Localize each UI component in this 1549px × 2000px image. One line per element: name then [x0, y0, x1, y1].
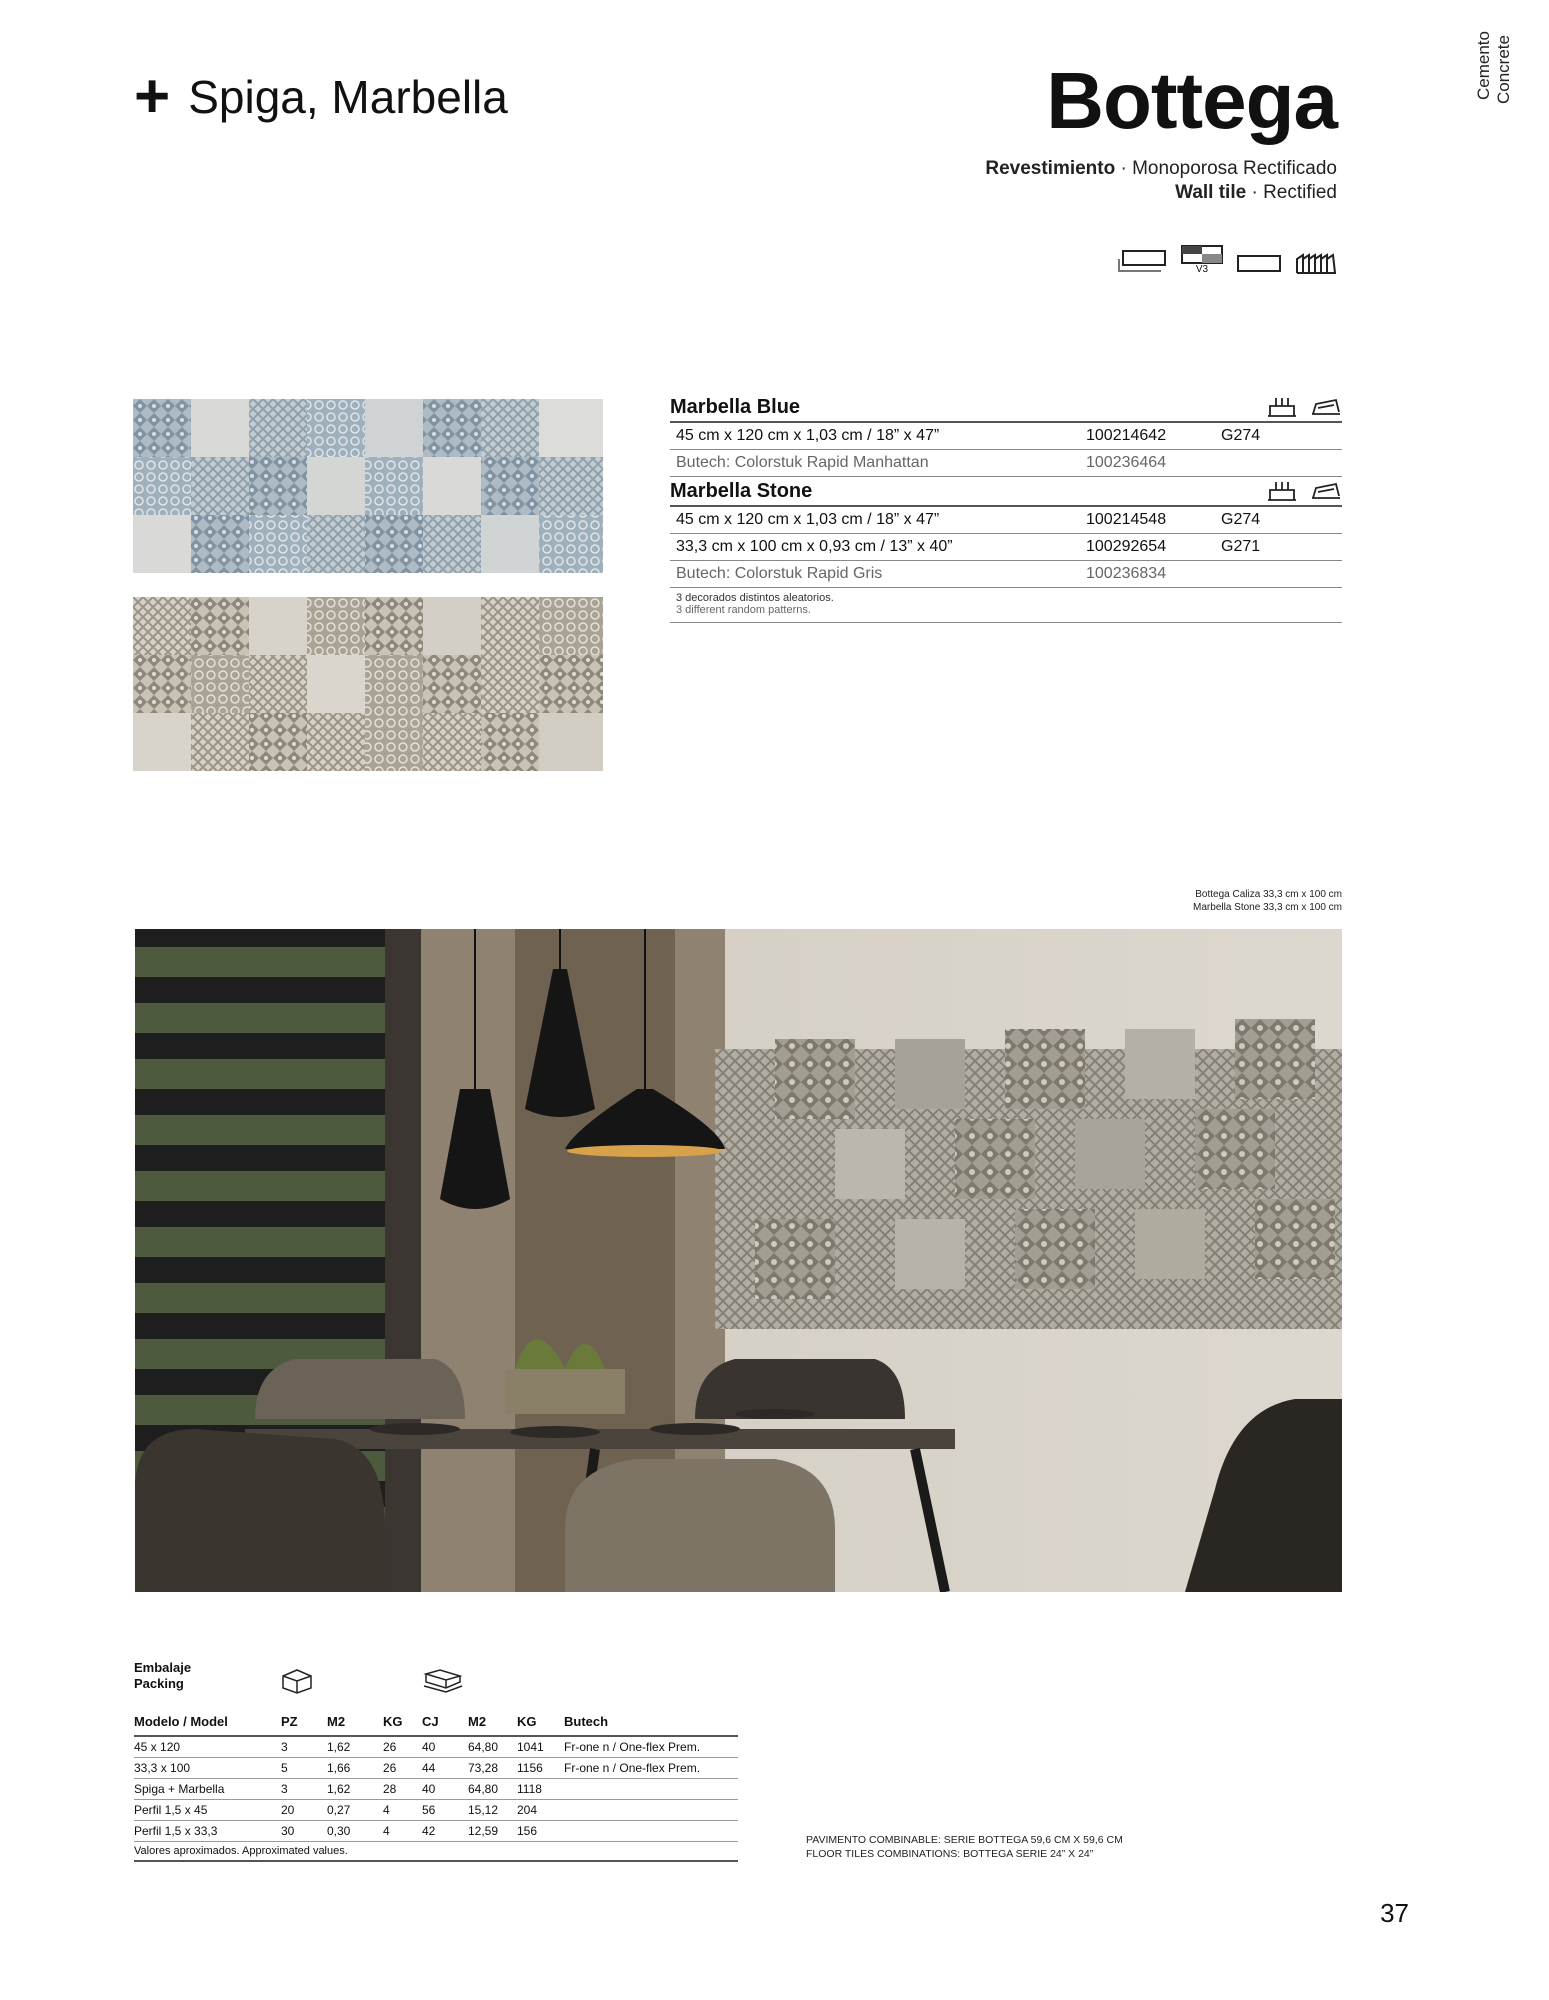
box-icon: [281, 1668, 313, 1694]
packing-header-row: Modelo / Model PZ M2 KG CJ M2 KG Butech: [134, 1710, 738, 1736]
floor-combination-note: PAVIMENTO COMBINABLE: SERIE BOTTEGA 59,6 CM X 59,6 CM FLOOR TILES COMBINATIONS: BOTTEGA SERIE 24” X 24”: [806, 1834, 1123, 1860]
subtitle-en: Wall tile · Rectified: [1175, 182, 1337, 203]
grout-icon: [1310, 396, 1342, 418]
series-title: Bottega: [1046, 56, 1337, 145]
rectified-icon: [1237, 253, 1281, 275]
grout-icon: [1310, 480, 1342, 502]
product-name: Marbella Stone: [670, 479, 813, 502]
category-label-es: Cemento: [1474, 31, 1493, 100]
table-row: Perfil 1,5 x 45 20 0,27 4 56 15,12 204: [134, 1800, 738, 1821]
category-tab: [1475, 12, 1535, 102]
product-size-row: 45 cm x 120 cm x 1,03 cm / 18” x 47” 100214548 G274: [670, 507, 1342, 534]
table-row: Perfil 1,5 x 33,3 30 0,30 4 42 12,59 156: [134, 1821, 738, 1842]
butech-row: Butech: Colorstuk Rapid Gris 100236834: [670, 561, 1342, 588]
tile-edge-icon: [1117, 249, 1167, 275]
subtitle-es: Revestimiento · Monoporosa Rectificado: [985, 158, 1337, 179]
product-spec-table: [670, 393, 1342, 623]
category-label-en: Concrete: [1494, 35, 1513, 104]
product-name: Marbella Blue: [670, 395, 801, 418]
table-row: 33,3 x 100 5 1,66 26 44 73,28 1156 Fr-one n / One-flex Prem.: [134, 1758, 738, 1779]
section-title-text: Spiga, Marbella: [188, 71, 508, 123]
pattern-notes: 3 decorados distintos aleatorios. 3 different random patterns.: [670, 588, 1342, 623]
packing-note: Valores aproximados. Approximated values.: [134, 1842, 738, 1862]
wall-tile-icon: [1295, 253, 1337, 275]
product-header: [670, 393, 1342, 423]
marbella-stone-swatch: [133, 597, 603, 771]
table-row: 45 x 120 3 1,62 26 40 64,80 1041 Fr-one n / One-flex Prem.: [134, 1736, 738, 1758]
marbella-blue-swatch: [133, 399, 603, 573]
tile-property-icons: [1117, 245, 1337, 275]
plus-icon: +: [134, 62, 171, 131]
page-number: 37: [1380, 1898, 1409, 1928]
section-title: [134, 62, 508, 131]
adhesive-icon: [1266, 480, 1298, 502]
product-header: [670, 477, 1342, 507]
butech-row: Butech: Colorstuk Rapid Manhattan 100236464: [670, 450, 1342, 477]
packing-table: [134, 1660, 738, 1862]
packing-title: Embalaje Packing: [134, 1660, 192, 1691]
ambience-photo: [135, 929, 1342, 1592]
product-size-row: 45 cm x 120 cm x 1,03 cm / 18” x 47” 100214642 G274: [670, 423, 1342, 450]
photo-caption: Bottega Caliza 33,3 cm x 100 cm Marbella Stone 33,3 cm x 100 cm: [1193, 889, 1342, 913]
shade-variation-icon: [1181, 245, 1223, 265]
adhesive-icon: [1266, 396, 1298, 418]
table-row: Spiga + Marbella 3 1,62 28 40 64,80 1118: [134, 1779, 738, 1800]
pallet-icon: [422, 1668, 464, 1694]
shade-variation-label: V3: [1195, 264, 1209, 275]
product-size-row: 33,3 cm x 100 cm x 0,93 cm / 13” x 40” 100292654 G271: [670, 534, 1342, 561]
